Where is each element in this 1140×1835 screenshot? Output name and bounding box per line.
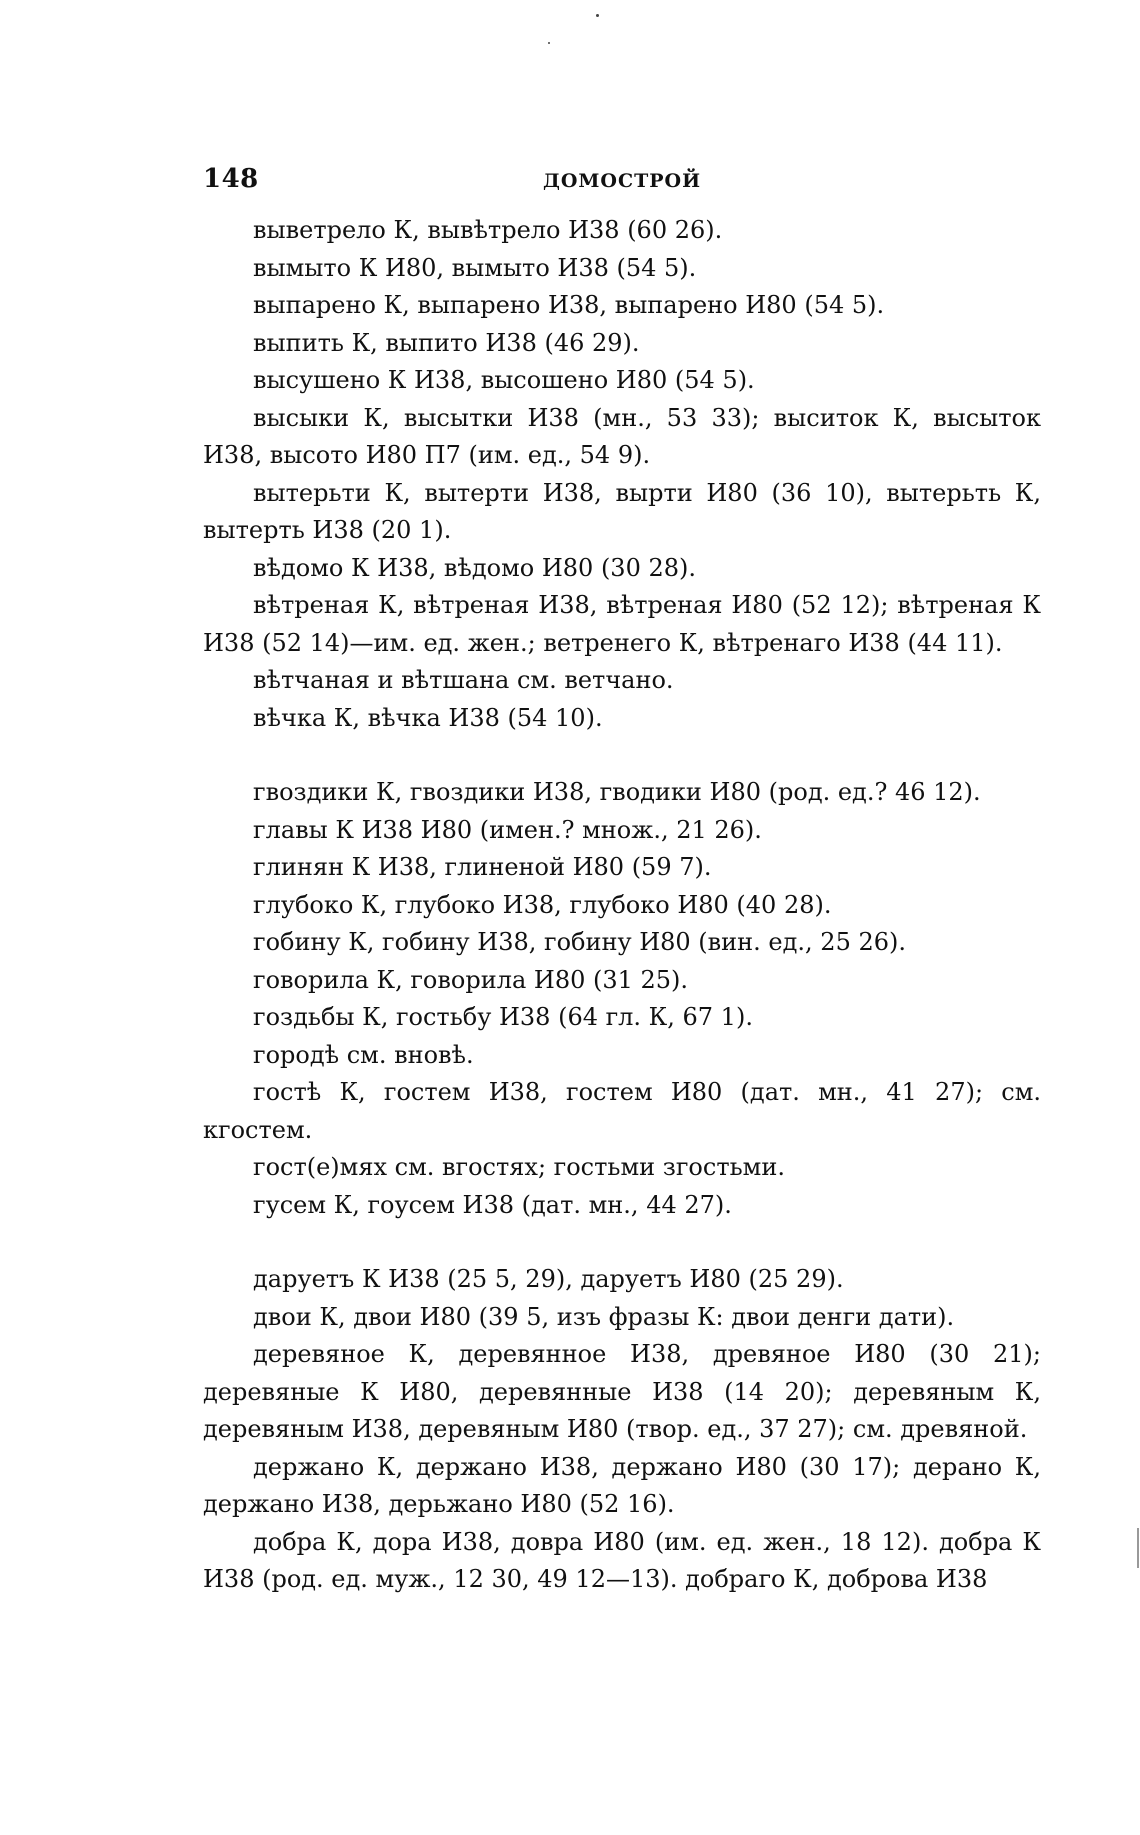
section-d [203, 1261, 1041, 1599]
dictionary-entry: высушено К И38, высошено И80 (54 5). [253, 366, 755, 394]
dictionary-entry: вѣдомо К И38, вѣдомо И80 (30 28). [253, 553, 697, 582]
dictionary-entry: гобину К, гобину И38, гобину И80 (вин. ед., 25 26). [253, 928, 906, 956]
section-v [203, 212, 1041, 737]
page-number: 148 [203, 164, 259, 194]
dictionary-entry: глинян К И38, глиненой И80 (59 7). [253, 853, 712, 881]
dictionary-entry: выветрело К, вывѣтрело И38 (60 26). [253, 216, 723, 244]
dictionary-entry: вѣтреная К, вѣтреная И38, вѣтреная И80 (52 12); вѣтреная К И38 (52 14)—им. ед. жен.; ветренего К, вѣтренаго И38 (44 11). [203, 591, 1041, 657]
dictionary-entry: гвоздики К, гвоздики И38, гводики И80 (род. ед.? 46 12). [253, 778, 981, 806]
dictionary-entry: высыки К, высытки И38 (мн., 53 33); выситок К, высыток И38, высото И80 П7 (им. ед., 54 9). [203, 403, 1041, 469]
page-edge-mark [1137, 1528, 1139, 1568]
dictionary-entry: держано К, держано И38, держано И80 (30 17); дерано К, держано И38, дерьжано И80 (52 16). [203, 1452, 1041, 1518]
dictionary-entry: гостѣ К, гостем И38, гостем И80 (дат. мн., 41 27); см. кгостем. [203, 1078, 1041, 1144]
section-g [203, 774, 1041, 1224]
dictionary-text [203, 212, 1041, 1599]
dictionary-entry: гост(е)мях см. вгостях; гостьми згостьми. [253, 1153, 785, 1181]
dictionary-entry: выпить К, выпито И38 (46 29). [253, 328, 640, 357]
dictionary-entry: главы К И38 И80 (имен.? множ., 21 26). [253, 815, 762, 844]
dictionary-entry: деревяное К, деревянное И38, древяное И80 (30 21); деревяные К И80, деревянные И38 (14 20); деревяным К, деревяным И38, деревяным И80 (твор. ед., 37 27); см. древяной. [203, 1340, 1041, 1443]
dictionary-entry: вѣтчаная и вѣтшана см. ветчано. [253, 666, 674, 694]
dictionary-entry: глубоко К, глубоко И38, глубоко И80 (40 28). [253, 890, 832, 919]
dictionary-entry: гусем К, гоусем И38 (дат. мн., 44 27). [253, 1190, 732, 1219]
dictionary-entry: выпарено К, выпарено И38, выпарено И80 (54 5). [253, 291, 885, 319]
dictionary-entry: вѣчка К, вѣчка И38 (54 10). [253, 703, 603, 732]
page-header [203, 164, 1041, 194]
dictionary-entry: добра К, дора И38, довра И80 (им. ед. жен., 18 12). добра К И38 (род. ед. муж., 12 30, 49 12—13). добраго К, доброва И38 [203, 1527, 1041, 1593]
dictionary-entry: двои К, двои И80 (39 5, изъ фразы К: двои денги дати). [253, 1302, 955, 1331]
scan-speck [548, 42, 550, 44]
running-title: ДОМОСТРОЙ [542, 170, 702, 192]
dictionary-entry: даруетъ К И38 (25 5, 29), даруетъ И80 (25 29). [253, 1265, 844, 1293]
scan-speck [596, 14, 599, 17]
dictionary-entry: вымыто К И80, вымыто И38 (54 5). [253, 253, 697, 282]
dictionary-entry: говорила К, говорила И80 (31 25). [253, 965, 689, 994]
dictionary-entry: гоздьбы К, гостьбу И38 (64 гл. К, 67 1). [253, 1003, 753, 1031]
dictionary-entry: городѣ см. вновѣ. [253, 1040, 474, 1069]
dictionary-entry: вытерьти К, вытерти И38, вырти И80 (36 10), вытерьть К, вытерть И38 (20 1). [203, 478, 1041, 544]
